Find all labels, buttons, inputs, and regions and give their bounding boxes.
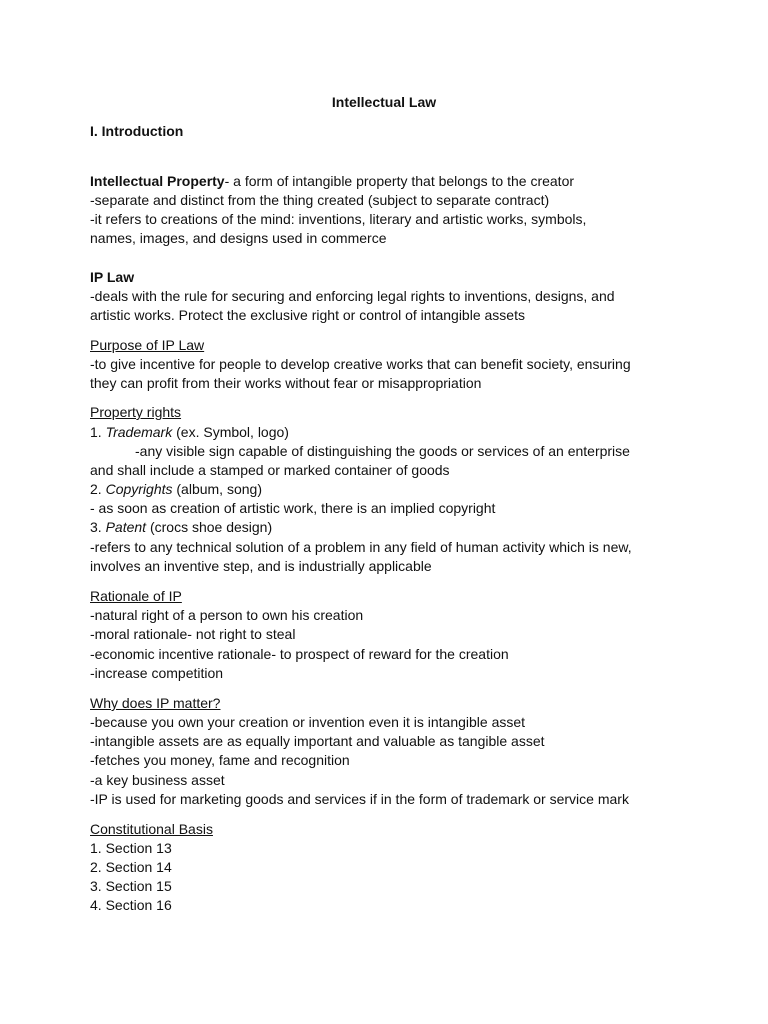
trademark-example: (ex. Symbol, logo) xyxy=(172,424,289,440)
item-number: 2. xyxy=(90,481,106,497)
item-number: 3. xyxy=(90,519,106,535)
constitutional-item: 1. Section 13 xyxy=(90,840,172,856)
item-number: 1. xyxy=(90,424,106,440)
trademark-desc: and shall include a stamped or marked container of goods xyxy=(90,462,450,478)
why-line: -a key business asset xyxy=(90,772,225,788)
patent-desc: -refers to any technical solution of a problem in any field of human activity which is new, xyxy=(90,539,632,555)
ip-term: Intellectual Property xyxy=(90,173,225,189)
purpose-line: they can profit from their works without fear or misappropriation xyxy=(90,375,482,391)
copyright-term: Copyrights xyxy=(105,481,173,497)
purpose-heading: Purpose of IP Law xyxy=(90,337,205,353)
ip-definition: - a form of intangible property that belongs to the creator xyxy=(224,173,575,189)
rationale-line: -economic incentive rationale- to prospect of reward for the creation xyxy=(90,646,509,662)
purpose-line: -to give incentive for people to develop creative works that can benefit society, ensuring xyxy=(90,356,631,372)
why-line: -fetches you money, fame and recognition xyxy=(90,752,350,768)
rationale-line: -moral rationale- not right to steal xyxy=(90,626,296,642)
ip-line: names, images, and designs used in commerce xyxy=(90,230,387,246)
ip-law-heading: IP Law xyxy=(90,269,135,285)
copyright-desc: - as soon as creation of artistic work, there is an implied copyright xyxy=(90,500,496,516)
why-line: -intangible assets are as equally important and valuable as tangible asset xyxy=(90,733,545,749)
patent-term: Patent xyxy=(105,519,147,535)
rationale-line: -natural right of a person to own his creation xyxy=(90,607,364,623)
constitutional-item: 4. Section 16 xyxy=(90,897,172,913)
section-heading: I. Introduction xyxy=(90,123,184,139)
property-rights-heading: Property rights xyxy=(90,404,182,420)
ip-law-line: -deals with the rule for securing and enforcing legal rights to inventions, designs, and xyxy=(90,288,615,304)
patent-item xyxy=(90,518,708,537)
ip-line: -it refers to creations of the mind: inventions, literary and artistic works, symbols, xyxy=(90,211,587,227)
constitutional-item: 2. Section 14 xyxy=(90,859,172,875)
copyright-item xyxy=(90,480,708,499)
why-line: -IP is used for marketing goods and services if in the form of trademark or service mark xyxy=(90,791,629,807)
ip-definition-line xyxy=(90,172,708,191)
ip-line: -separate and distinct from the thing created (subject to separate contract) xyxy=(90,192,550,208)
constitutional-item: 3. Section 15 xyxy=(90,878,172,894)
trademark-item xyxy=(90,423,708,442)
constitutional-heading: Constitutional Basis xyxy=(90,821,213,837)
document-title: Intellectual Law xyxy=(331,94,437,110)
trademark-desc: -any visible sign capable of distinguishing the goods or services of an enterprise xyxy=(135,443,630,459)
patent-desc: involves an inventive step, and is industrially applicable xyxy=(90,558,432,574)
trademark-term: Trademark xyxy=(105,424,173,440)
rationale-heading: Rationale of IP xyxy=(90,588,182,604)
patent-example: (crocs shoe design) xyxy=(146,519,273,535)
why-line: -because you own your creation or invention even it is intangible asset xyxy=(90,714,526,730)
why-heading: Why does IP matter? xyxy=(90,695,221,711)
copyright-example: (album, song) xyxy=(172,481,262,497)
ip-law-line: artistic works. Protect the exclusive right or control of intangible assets xyxy=(90,307,525,323)
rationale-line: -increase competition xyxy=(90,665,224,681)
